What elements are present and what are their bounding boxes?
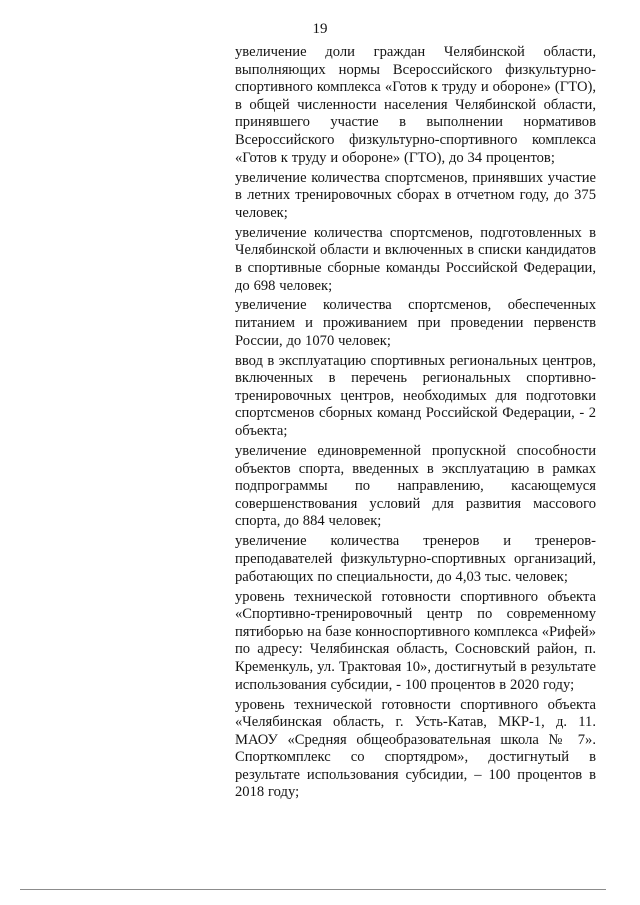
paragraph-coaches: увеличение количества тренеров и тренеров-преподавателей физкультурно-спортивных организаций, работающих по специальности, до 4,03 тыс. человек;	[235, 533, 596, 585]
footer-rule	[20, 889, 606, 890]
paragraph-gto-share: увеличение доли граждан Челябинской области, выполняющих нормы Всероссийского физкультурно-спортивного комплекса «Готов к труду и обороне» (ГТО), в общей численности населения Челябинской области, принявшего участие в выполнении нормативов Всероссийского физкультурно-спортивного комплекса «Готов к труду и обороне» (ГТО), до 34 процентов;	[235, 44, 596, 166]
page-number: 19	[312, 21, 328, 37]
paragraph-catering-accommodation: увеличение количества спортсменов, обеспеченных питанием и проживанием при проведении первенств России, до 1070 человек;	[235, 297, 596, 349]
document-body	[235, 44, 596, 804]
paragraph-national-team-candidates: увеличение количества спортсменов, подготовленных в Челябинской области и включенных в списки кандидатов в спортивные сборные команды Российской Федерации, до 698 человек;	[235, 224, 596, 294]
paragraph-ust-katav-school: уровень технической готовности спортивного объекта «Челябинская область, г. Усть-Катав, МКР-1, д. 11. МАОУ «Средняя общеобразовательная школа № 7». Спорткомплекс со спортядром», достигнутый в результате использования субсидии, – 100 процентов в 2018 году;	[235, 696, 596, 801]
paragraph-pentathlon-center: уровень технической готовности спортивного объекта «Спортивно-тренировочный центр по современному пятиборью на базе конноспортивного комплекса «Рифей» по адресу: Челябинская область, Сосновский район, п. Кременкуль, ул. Трактовая 10», достигнутый в результате использования субсидии, - 100 процентов в 2020 году;	[235, 588, 596, 693]
paragraph-regional-centers: ввод в эксплуатацию спортивных региональных центров, включенных в перечень региональных спортивно-тренировочных центров, необходимых для подготовки спортсменов сборных команд Российской Федерации, - 2 объекта;	[235, 352, 596, 440]
paragraph-summer-camps: увеличение количества спортсменов, принявших участие в летних тренировочных сборах в отчетном году, до 375 человек;	[235, 169, 596, 221]
paragraph-capacity: увеличение единовременной пропускной способности объектов спорта, введенных в эксплуатацию в рамках подпрограммы по направлению, касающемуся совершенствования условий для развития массового спорта, до 884 человек;	[235, 443, 596, 530]
